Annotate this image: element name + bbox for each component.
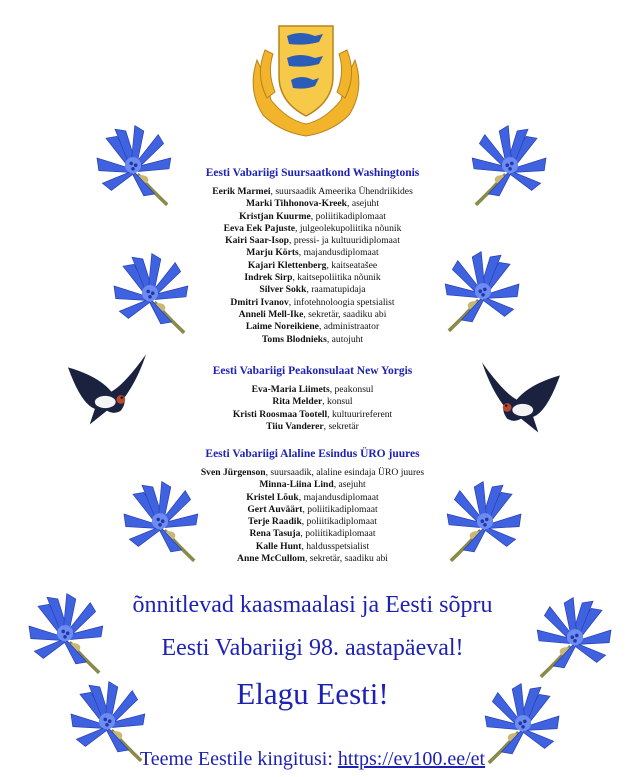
staff-row <box>0 321 625 333</box>
gift-line <box>0 748 625 771</box>
staff-name: Kajari Klettenberg <box>247 259 327 271</box>
staff-name: Silver Sokk <box>259 284 307 296</box>
staff-row <box>0 334 625 346</box>
staff-row <box>0 396 625 408</box>
staff-name: Kairi Saar-Isop <box>225 235 290 247</box>
staff-role: , sekretär <box>323 420 359 432</box>
coat-of-arms-icon <box>245 20 367 138</box>
staff-name: Marki Tihhonova-Kreek <box>246 198 348 210</box>
consulate-staff-list <box>0 384 625 433</box>
staff-row <box>0 260 625 272</box>
staff-role: , majandusdiplomaat <box>298 491 379 503</box>
staff-name: Anneli Mell-Ike <box>238 308 304 320</box>
staff-name: Anne McCullom <box>237 553 305 565</box>
staff-role: , kaitsepoliitika nõunik <box>292 272 381 284</box>
staff-role: , kultuurireferent <box>327 408 393 420</box>
staff-name: Sven Jürgenson <box>200 467 266 478</box>
staff-role: , konsul <box>322 396 353 408</box>
staff-role: , suursaadik Ameerika Ühendriikides <box>270 186 413 197</box>
staff-row <box>0 516 625 528</box>
staff-name: Kristi Roosmaa Tootell <box>232 408 328 420</box>
staff-role: , sekretär, saadiku abi <box>304 553 388 565</box>
staff-name: Toms Blodnieks <box>261 333 327 345</box>
staff-role: , sekretär, saadiku abi <box>303 308 387 320</box>
ev100-link[interactable]: https://ev100.ee/et <box>337 748 486 770</box>
staff-name: Kristjan Kuurme <box>239 210 311 222</box>
greeting-line-2: Eesti Vabariigi 98. aastapäeval! <box>161 635 464 661</box>
mission-title: Eesti Vabariigi Alaline Esindus ÜRO juures <box>205 448 420 460</box>
greeting-line-1: õnnitlevad kaasmaalasi ja Eesti sõpru <box>132 592 493 618</box>
staff-row <box>0 235 625 247</box>
embassy-title: Eesti Vabariigi Suursaatkond Washingtonis <box>205 167 420 179</box>
greeting-line-3: Elagu Eesti! <box>236 676 389 711</box>
staff-row <box>0 272 625 284</box>
staff-name: Eva-Maria Liimets <box>251 384 330 395</box>
staff-name: Eerik Marmei <box>212 186 271 197</box>
mission-section <box>0 447 625 565</box>
staff-row <box>0 297 625 309</box>
staff-role: , pressi- ja kultuuridiplomaat <box>289 235 400 247</box>
gift-prefix: Teeme Eestile kingitusi: <box>139 748 338 770</box>
staff-role: , poliitikadiplomaat <box>301 516 377 528</box>
staff-row <box>0 553 625 565</box>
staff-role: , asejuht <box>333 479 366 491</box>
staff-row <box>0 492 625 504</box>
staff-row <box>0 504 625 516</box>
staff-row <box>0 223 625 235</box>
staff-name: Rena Tasuja <box>249 528 301 540</box>
staff-row <box>0 309 625 321</box>
staff-row <box>0 467 625 479</box>
staff-role: , peakonsul <box>329 384 374 395</box>
staff-role: , suursaadik, alaline esindaja ÜRO juures <box>265 467 425 478</box>
staff-row <box>0 186 625 198</box>
staff-row <box>0 528 625 540</box>
staff-name: Terje Raadik <box>248 516 302 528</box>
staff-name: Kristel Lõuk <box>246 491 299 503</box>
mission-staff-list <box>0 467 625 565</box>
staff-name: Dmitri Ivanov <box>230 296 289 308</box>
embassy-staff-list <box>0 186 625 346</box>
staff-role: , infotehnoloogia spetsialist <box>288 296 395 308</box>
consulate-section <box>0 364 625 433</box>
staff-name: Minna-Liina Lind <box>259 479 334 491</box>
staff-name: Kalle Hunt <box>255 540 302 552</box>
staff-name: Eeva Eek Pajuste <box>223 222 296 234</box>
staff-role: , poliitikadiplomaat <box>300 528 376 540</box>
staff-row <box>0 384 625 396</box>
consulate-title: Eesti Vabariigi Peakonsulaat New Yorgis <box>212 365 413 377</box>
staff-row <box>0 198 625 210</box>
staff-row <box>0 211 625 223</box>
staff-row <box>0 247 625 259</box>
staff-role: , raamatupidaja <box>306 284 366 296</box>
staff-role: , autojuht <box>326 333 364 345</box>
staff-role: , administraator <box>318 321 380 333</box>
staff-name: Rita Melder <box>272 396 323 408</box>
staff-role: , haldusspetsialist <box>301 540 370 552</box>
staff-name: Marju Körts <box>246 247 299 259</box>
staff-row <box>0 421 625 433</box>
embassy-section <box>0 166 625 346</box>
staff-name: Laime Noreikiene <box>245 321 319 333</box>
staff-role: , asejuht <box>347 198 379 210</box>
staff-name: Gert Auväärt <box>247 503 303 515</box>
staff-name: Indrek Sirp <box>244 272 293 284</box>
staff-role: , majandusdiplomaat <box>298 247 379 259</box>
staff-row <box>0 284 625 296</box>
staff-row <box>0 479 625 491</box>
staff-role: , julgeolekupoliitika nõunik <box>295 222 402 234</box>
staff-role: , poliitikadiplomaat <box>310 210 386 222</box>
staff-name: Tiiu Vanderer <box>266 420 324 432</box>
staff-row <box>0 541 625 553</box>
staff-role: , poliitikadiplomaat <box>302 503 378 515</box>
staff-row <box>0 409 625 421</box>
staff-role: , kaitseatašee <box>326 259 378 271</box>
